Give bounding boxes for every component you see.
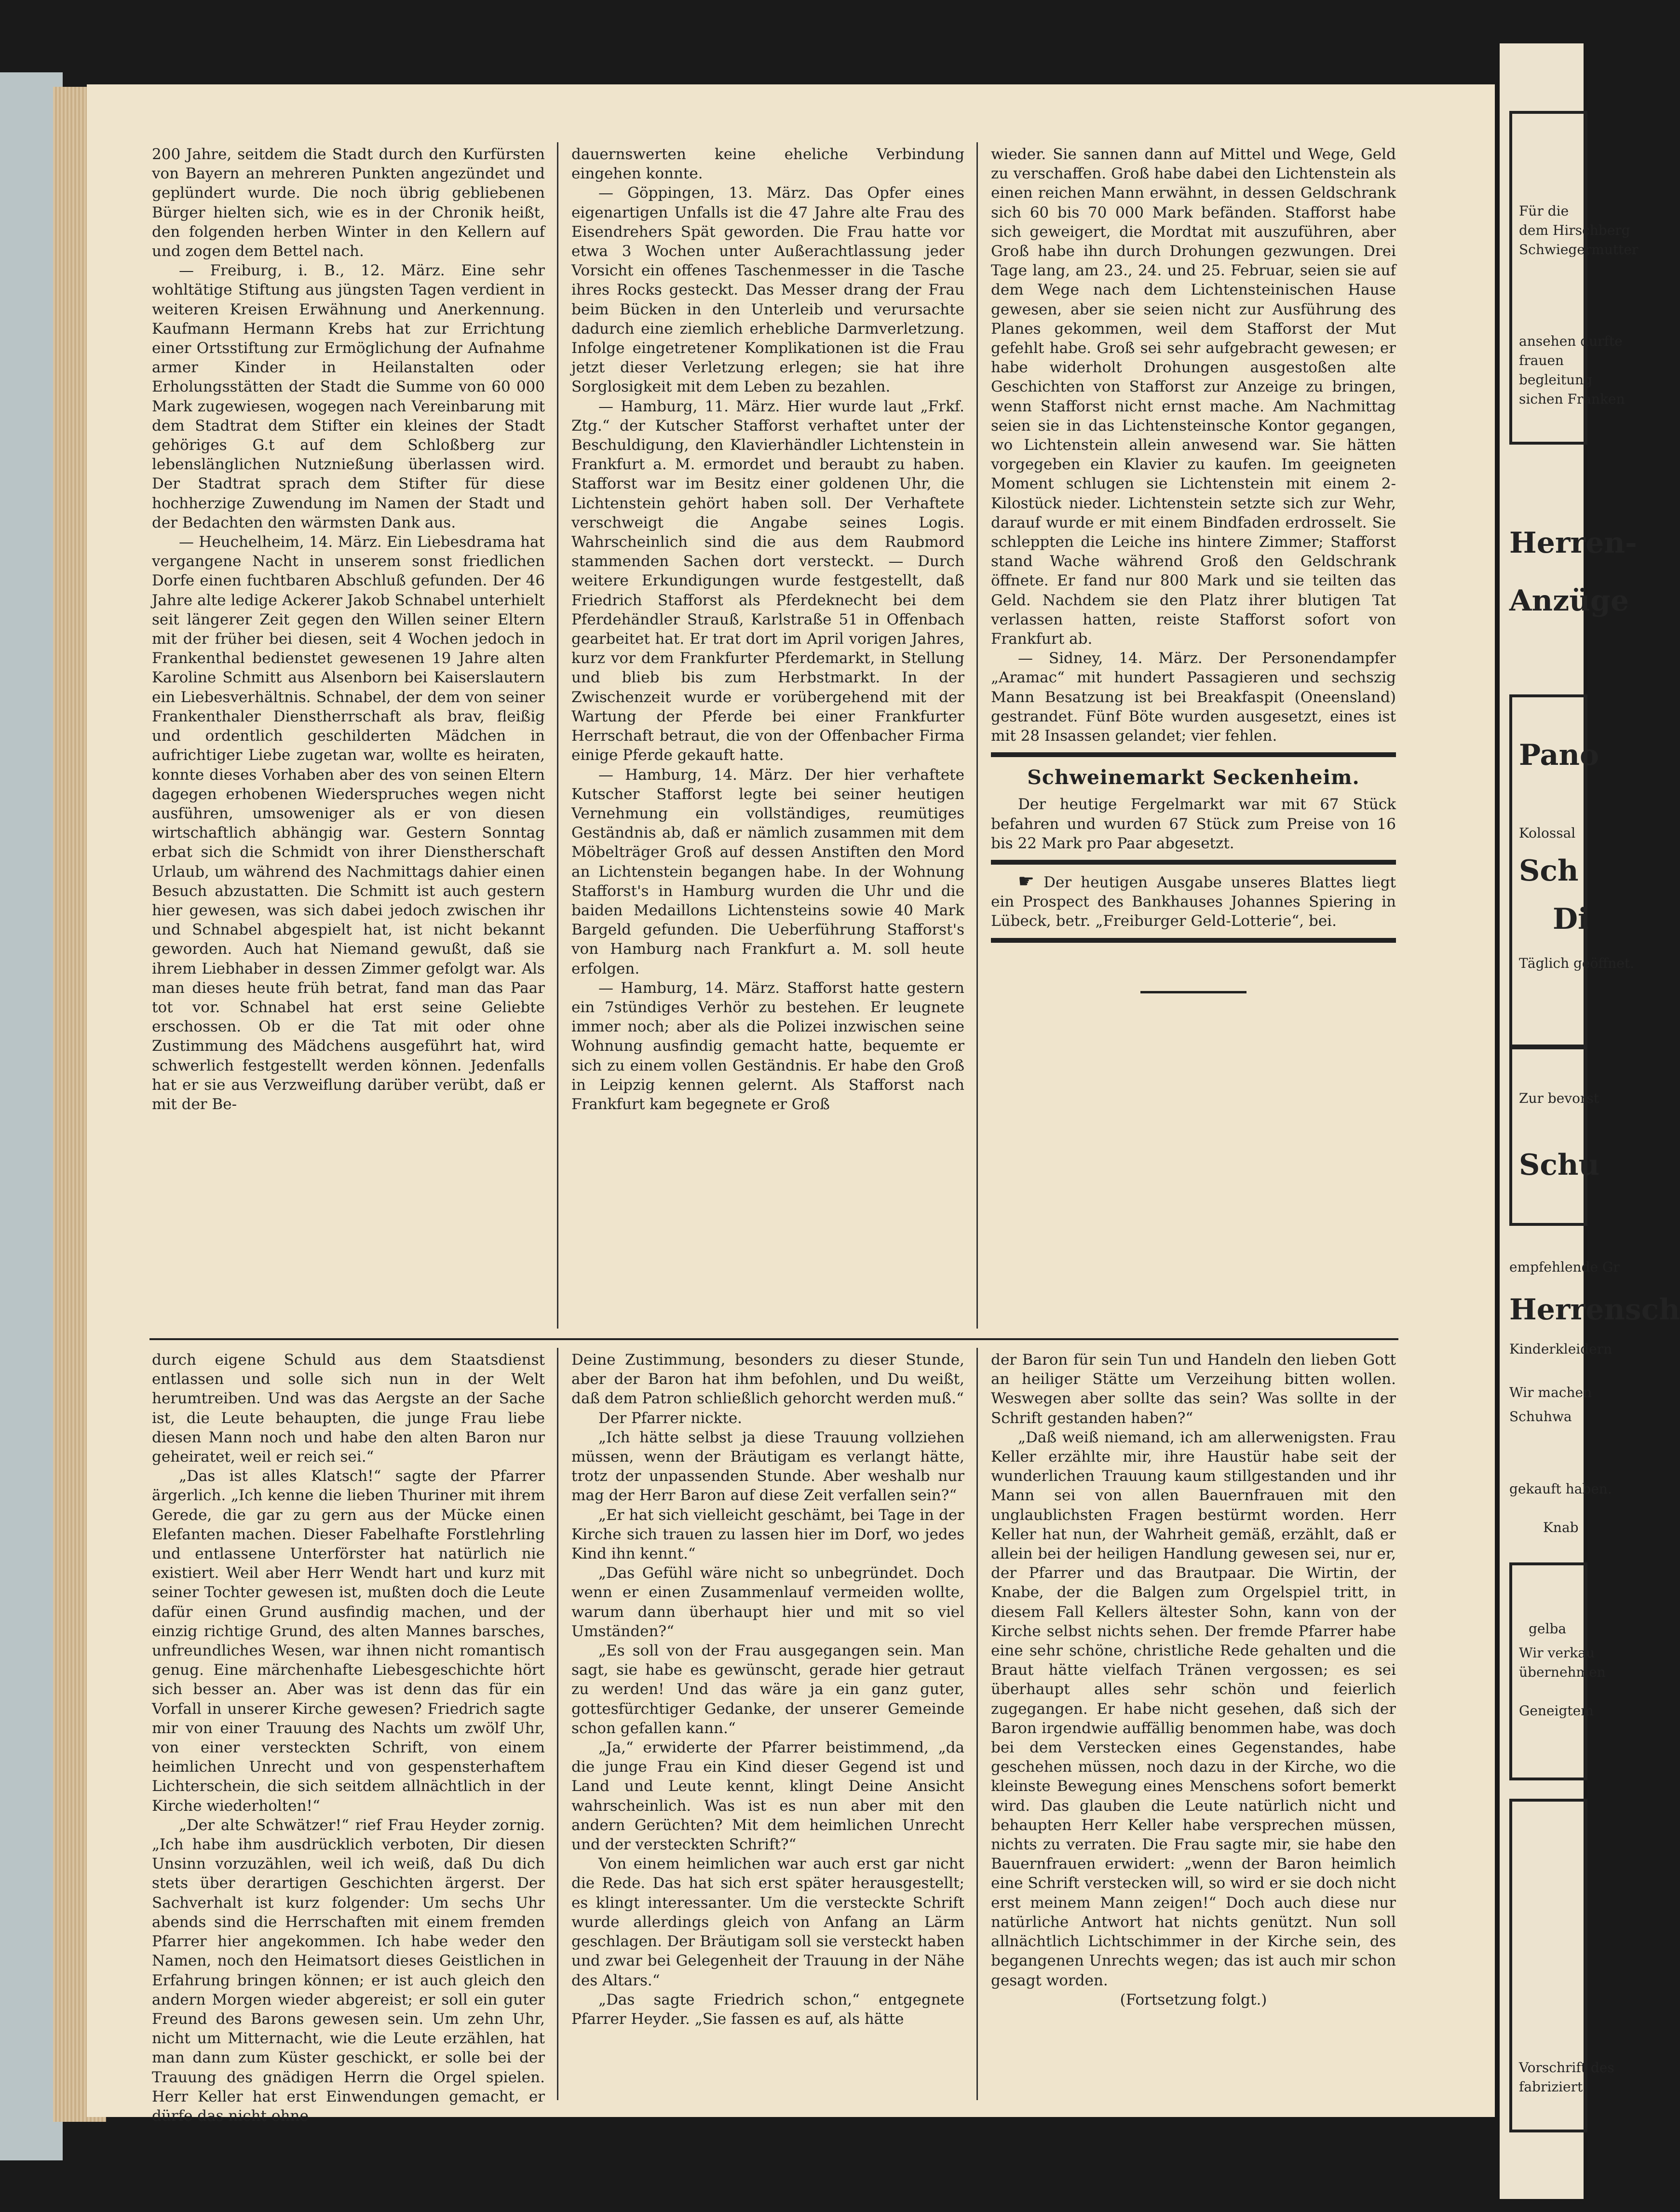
ad-text: gekauft haben. bbox=[1509, 1481, 1612, 1497]
ad-text: Vorschrift des bbox=[1519, 2060, 1614, 2076]
ad-text: Zur bevorst bbox=[1519, 1090, 1599, 1106]
column-2-bottom bbox=[571, 1350, 964, 2029]
article-hamburg-2: — Hamburg, 14. März. Der hier verhaftete Kutscher Stafforst legte bei seiner heutigen Vernehmung ein vollständiges, reumütiges Geständnis ab, daß er nämlich zusammen mit dem Möbelträger Groß auf dessen Anstiften den Mord an Lichtenstein begangen habe. In der Wohnung Stafforst's in Hamburg wurden die Uhr und die baiden Medaillons Lichtensteins sowie 40 Mark Bargeld gefunden. Die Ueberführung Stafforst's von Hamburg nach Frankfurt a. M. soll heute erfolgen. bbox=[571, 766, 964, 977]
ad-text: sichen Franken bbox=[1519, 391, 1625, 407]
article-freiburg: — Freiburg, i. B., 12. März. Eine sehr wohltätige Stiftung aus jüngsten Tagen verdient in weiteren Kreisen Erwähnung und Anerkennung. Kaufmann Hermann Krebs hat zur Errichtung einer Ortsstiftung zur Ermöglichung der Aufnahme armer Kinder in Heilanstalten oder Erholungsstätten der Stadt die Summe von 60 000 Mark zugewiesen, wogegen nach Vereinbarung mit dem Stadtrat dem Stifter ein kleines der Stadt gehöriges G.t auf dem Schloßberg zur lebenslänglichen Nutznießung überlassen wird. Der Stadtrat sprach dem Stifter für diese hochherzige Zuwendung im Namen der Stadt und der Bedachten den wärmsten Dank aus. bbox=[152, 262, 545, 531]
ad-headline: Pano bbox=[1519, 738, 1599, 772]
ad-text: Schwiegermutter bbox=[1519, 242, 1639, 258]
story-paragraph: „Daß weiß niemand, ich am allerwenigsten. Frau Keller erzählte mir, ihre Haustür habe seit der wunderlichen Trauung kaum stillgestanden und ihr Mann sei von allen Bauernfrauen mit den unglaublichsten Fragen bestürmt worden. Herr Keller hat nun, der Wahrheit gemäß, erzählt, daß er allein bei der heiligen Handlung gewesen sei, nur er, der Pfarrer und das Brautpaar. Die Wirtin, der Knabe, der die Balgen zum Orgelspiel tritt, in diesem Fall Kellers ältester Sohn, kann von der Kirche selbst nichts sehen. Der fremde Pfarrer habe eine sehr schöne, christliche Rede gehalten und die Braut hätte vielfach Tränen vergossen; es sei überhaupt alles sehr schön und feierlich zugegangen. Er habe nicht gesehen, daß sich der Baron irgendwie auffällig benommen habe, was doch bei dem Verstecken eines Gegenstandes, habe geschehen müssen, noch dazu in der Kirche, wo die kleinste Bewegung eines Menschens sofort bemerkt wird. Das glauben die Leute natürlich nicht und behaupten Herr Keller habe versprechen müssen, nichts zu verraten. Die Frau sagte mir, sie habe den Bauernfrauen erwidert: „wenn der Baron heimlich eine Schrift verstecken will, so wird er sie doch nicht erst meinem Mann zeigen!“ Doch auch diese nur natürliche Antwort hat nichts genützt. Nun soll allnächtlich Lichtschimmer in der Kirche sein, des begangenen Unrechts wegen; das ist auch mir schon gesagt worden. bbox=[991, 1428, 1396, 1989]
article-sidney: — Sidney, 14. März. Der Personendampfer „Aramac“ mit hundert Passagieren und sechszig Mann Besatzung ist bei Breakfaspit (Oneensland) gestrandet. Fünf Böte wurden ausgesetzt, eines ist mit 28 Insassen gelandet; vier fehlen. bbox=[991, 650, 1396, 745]
notice-text: Der heutigen Ausgabe unseres Blattes liegt ein Prospect des Bankhauses Johannes Spiering in Lübeck, betr. „Freiburger Geld-Lotterie“, bei. bbox=[991, 873, 1396, 930]
section-rule bbox=[991, 752, 1396, 757]
ad-headline: Herrensch bbox=[1509, 1293, 1680, 1327]
section-rule bbox=[991, 860, 1396, 865]
story-paragraph: Der Pfarrer nickte. bbox=[598, 1409, 743, 1427]
ad-text: Täglich geöffnet. bbox=[1519, 955, 1635, 971]
story-paragraph: „Das sagte Friedrich schon,“ entgegnete Pfarrer Heyder. „Sie fassen es auf, als hätte bbox=[571, 1991, 964, 2028]
ad-text: Wir verkau bbox=[1519, 1645, 1595, 1661]
ad-text: Kolossal bbox=[1519, 825, 1576, 841]
story-paragraph: „Das ist alles Klatsch!“ sagte der Pfarrer ärgerlich. „Ich kenne die lieben Thuriner mit ihrem Gerede, die gar zu gern aus der Mücke einen Elefanten machen. Dieser Fabelhafte Forstlehrling und entlassene Unterförster hat natürlich nie existiert. Weil aber Herr Wendt hart und kurz mit seiner Tochter gewesen ist, mußten doch die Leute dafür einen Grund ausfindig machen, und der einzig richtige Grund, des alten Mannes barsches, unfreundliches Wesen, war ihnen nicht romantisch genug. Eine märchenhafte Liebesgeschichte hört sich besser an. Aber was ist denn das für ein Vorfall in unserer Kirche gewesen? Friedrich sagte mir von einer Trauung des Nachts um zwölf Uhr, von einer versteckten Schrift, von einem heimlichen Unrecht und von gespensterhaftem Lichterschein, die sich seitdem allnächtlich in der Kirche wiederholten!“ bbox=[152, 1467, 545, 1815]
article-goeppingen: — Göppingen, 13. März. Das Opfer eines eigenartigen Unfalls ist die 47 Jahre alte Frau des Eisendrehers Spät geworden. Die Frau hatte vor etwa 3 Wochen unter Außerachtlassung jeder Vorsicht ein offenes Taschenmesser in die Tasche ihres Rocks gesteckt. Das Messer drang der Frau beim Bücken in den Unterleib und verursachte dadurch eine ziemlich erhebliche Darmverletzung. Infolge eingetretener Komplikationen ist die Frau jetzt dieser Verletzung erlegen; sie hat ihre Sorglosigkeit mit dem Leben zu bezahlen. bbox=[571, 184, 964, 396]
column-divider bbox=[976, 1348, 978, 2100]
column-3-top bbox=[991, 145, 1396, 993]
ad-text: gelba bbox=[1529, 1621, 1567, 1637]
column-2-top bbox=[571, 145, 964, 1114]
article-hamburg-1: — Hamburg, 11. März. Hier wurde laut „Frkf. Ztg.“ der Kutscher Stafforst verhaftet unter der Beschuldigung, den Klavierhändler Lichtenstein in Frankfurt a. M. ermordet und beraubt zu haben. Stafforst war im Besitz einer goldenen Uhr, die Lichtenstein gehört haben soll. Der Verhaftete verschweigt die Angabe seines Logis. Wahrscheinlich sind die aus dem Raubmord stammenden Sachen dort versteckt. — Durch weitere Erkundigungen wurde festgestellt, daß Friedrich Stafforst als Pferdeknecht bei dem Pferdehändler Strauß, Karlstraße 51 in Offenbach gearbeitet hat. Er trat dort im April vorigen Jahres, kurz vor dem Frankfurter Pferdemarkt, in Stellung und blieb bis zum Herbstmarkt. In der Zwischenzeit wurde er vorübergehend mit der Wartung der Pferde bei einer Frankfurter Herrschaft betraut, die von der Offenbacher Firma einige Pferde gekauft hatte. bbox=[571, 397, 964, 764]
story-paragraph: „Das Gefühl wäre nicht so unbegründet. Doch wenn er einen Zusammenlauf vermeiden wollte, warum dann überhaupt hier und mit so viel Umständen?“ bbox=[571, 1564, 964, 1640]
ad-text: übernehmen bbox=[1519, 1664, 1606, 1680]
ad-headline: Anzüge bbox=[1509, 584, 1629, 618]
ad-text: Kinderkleidern bbox=[1509, 1341, 1612, 1357]
story-paragraph: der Baron für sein Tun und Handeln den lieben Gott an heiliger Stätte um Verzeihung bitten wollen. Weswegen aber sollte das sein? Was sollte in der Schrift gestanden haben?“ bbox=[991, 1351, 1396, 1427]
ad-headline: Di bbox=[1553, 902, 1589, 936]
ad-headline: Schu bbox=[1519, 1148, 1600, 1182]
story-paragraph: „Er hat sich vielleicht geschämt, bei Tage in der Kirche sich trauen zu lassen hier im Dorf, wo jedes Kind ihn kennt.“ bbox=[571, 1506, 964, 1563]
column-divider bbox=[976, 142, 978, 1329]
ad-text: Wir machen bbox=[1509, 1384, 1592, 1400]
ad-frame bbox=[1509, 1046, 1587, 1226]
story-paragraph: Von einem heimlichen war auch erst gar nicht die Rede. Das hat sich erst später herausgestellt; es klingt interessanter. Um die versteckte Schrift wurde allerdings gleich von Anfang an Lärm geschlagen. Der Bräutigam soll sie versteckt haben und zwar bei Gelegenheit der Trauung in der Nähe des Altars.“ bbox=[571, 1855, 964, 1989]
pointing-hand-icon: ☛ bbox=[1018, 870, 1035, 892]
article-hamburg-3: — Hamburg, 14. März. Stafforst hatte gestern ein 7stündiges Verhör zu bestehen. Er leugnete immer noch; aber als die Polizei inzwischen seine Wohnung ausfindig gemacht hatte, bequemte er sich zu einem vollen Geständnis. Er habe den Groß in Leipzig kennen gelernt. Als Stafforst nach Frankfurt kam begegnete er Groß bbox=[571, 979, 964, 1113]
article-paragraph: wieder. Sie sannen dann auf Mittel und Wege, Geld zu verschaffen. Groß habe dabei den Lichtenstein als einen reichen Mann erwähnt, in dessen Geldschrank sich 60 bis 70 000 Mark befänden. Stafforst habe sich geweigert, die Mordtat mit auszuführen, aber Groß habe ihn durch Drohungen gezwungen. Drei Tage lang, am 23., 24. und 25. Februar, seien sie auf dem Wege nach dem Lichtensteinischen Hause gewesen, aber sie seien nicht zur Ausführung des Planes gekommen, weil dem Stafforst der Mut gefehlt habe. Groß sei sehr aufgebracht gewesen; er habe widerholt Drohungen ausgestoßen alte Geschichten von Stafforst zur Anzeige zu bringen, wenn Stafforst nicht ernst mache. Am Nachmittag seien sie in das Lichtensteinsche Kontor gegangen, wo Lichtenstein allein anwesend war. Sie hätten vorgegeben ein Klavier zu kaufen. Im geeigneten Moment schlugen sie Lichtenstein mit einem 2-Kilostück nieder. Lichtenstein setzte sich zur Wehr, darauf wurde er mit einem Bindfaden erdrosselt. Sie schleppten die Leiche ins hintere Zimmer; Stafforst stand Wache während Groß den Geldschrank öffnete. Er fand nur 800 Mark und sie teilten das Geld. Nachdem sie den Platz ihrer blutigen Tat verlassen hatten, reiste Stafforst sofort von Frankfurt ab. bbox=[991, 146, 1396, 648]
story-paragraph: „Es soll von der Frau ausgegangen sein. Man sagt, sie habe es gewünscht, gerade hier getraut zu werden! Und das wäre ja ein ganz guter, gottesfürchtiger Gedanke, der unserer Gemeinde schon gefallen kann.“ bbox=[571, 1642, 964, 1737]
ad-text: empfehlende Gr bbox=[1509, 1259, 1620, 1275]
neighbor-page bbox=[1500, 43, 1680, 2199]
column-divider bbox=[557, 142, 558, 1329]
ad-text: ansehen durfte bbox=[1519, 333, 1623, 349]
column-1-bottom bbox=[152, 1350, 545, 2126]
to-be-continued: (Fortsetzung folgt.) bbox=[1120, 1991, 1267, 2008]
ad-text: Für die bbox=[1519, 203, 1569, 219]
ad-headline: Sch bbox=[1519, 854, 1579, 888]
market-heading: Schweinemarkt Seckenheim. bbox=[1027, 766, 1360, 789]
market-report: Der heutige Fergelmarkt war mit 67 Stück befahren und wurden 67 Stück zum Preise von 16 bis 22 Mark pro Paar abgesetzt. bbox=[991, 796, 1396, 852]
article-paragraph: 200 Jahre, seitdem die Stadt durch den Kurfürsten von Bayern an mehreren Punkten angezündet und geplündert wurde. Die noch übrig gebliebenen Bürger hielten sich, wie es in der Chronik heißt, den folgenden herben Winter in den Kellern auf und zogen dem Bettel nach. bbox=[152, 146, 545, 260]
ad-text: frauen bbox=[1519, 353, 1564, 368]
ad-text: dem Hirschberg bbox=[1519, 222, 1630, 238]
story-paragraph: „Der alte Schwätzer!“ rief Frau Heyder zornig. „Ich habe ihm ausdrücklich verboten, Dir diesen Unsinn vorzuzählen, weil ich weiß, daß Du dich stets über derartigen Geschichten ärgerst. Der Sachverhalt ist kurz folgender: Um sechs Uhr abends sind die Herrschaften mit einem fremden Pfarrer hier angekommen. Ich habe weder den Namen, noch den Heimatsort dieses Geistlichen in Erfahrung bringen können; er ist auch gleich den andern Morgen wieder abgereist; er soll ein guter Freund des Barons gewesen sein. Um zehn Uhr, nicht um Mitternacht, wie die Leute erzählen, hat man dann zum Küster geschickt, er solle bei der Trauung des gnädigen Herrn die Orgel spielen. Herr Keller hat erst Einwendungen gemacht, er dürfe das nicht ohne bbox=[152, 1816, 545, 2125]
supplement-notice bbox=[991, 871, 1396, 931]
ad-text: begleitung bbox=[1519, 372, 1593, 388]
newspaper-page bbox=[87, 84, 1495, 2125]
story-paragraph: durch eigene Schuld aus dem Staatsdienst entlassen und solle sich nun in der Welt herumtreiben. Und was das Aergste an der Sache ist, die Leute behaupten, die junge Frau liebe diesen Mann noch und habe den alten Baron nur geheiratet, weil er reich sei.“ bbox=[152, 1351, 545, 1466]
ad-text: fabriziert. bbox=[1519, 2079, 1587, 2095]
ad-text: Knab bbox=[1543, 1520, 1579, 1535]
section-rule bbox=[991, 938, 1396, 943]
story-paragraph: „Ich hätte selbst ja diese Trauung vollziehen müssen, wenn der Bräutigam es verlangt hätte, trotz der unpassenden Stunde. Aber weshalb nur mag der Herr Baron auf diese Zeit verfallen sein?“ bbox=[571, 1428, 964, 1505]
column-1-top bbox=[152, 145, 545, 1114]
column-divider bbox=[557, 1348, 558, 2100]
ad-text: Schuhwa bbox=[1509, 1409, 1572, 1425]
ad-text: Geneigtem bbox=[1519, 1703, 1594, 1719]
story-paragraph: „Ja,“ erwiderte der Pfarrer beistimmend, „da die junge Frau ein Kind dieser Gegend ist und Land und Leute kennt, klingt Deine Ansicht wahrscheinlich. Was ist es nun aber mit den andern Gerüchten? Mit dem heimlichen Unrecht und der versteckten Schrift?“ bbox=[571, 1739, 964, 1854]
article-paragraph: dauernswerten keine eheliche Verbindung eingehen konnte. bbox=[571, 146, 964, 183]
short-rule bbox=[1140, 991, 1246, 993]
story-paragraph: Deine Zustimmung, besonders zu dieser Stunde, aber der Baron hat ihm befohlen, und Du weißt, daß dem Patron schließlich gehorcht werden muß.“ bbox=[571, 1351, 964, 1408]
feuilleton-divider bbox=[149, 1338, 1398, 1340]
column-3-bottom bbox=[991, 1350, 1396, 2009]
ad-headline: Herren- bbox=[1509, 526, 1637, 560]
article-heuchelheim: — Heuchelheim, 14. März. Ein Liebesdrama hat vergangene Nacht in unserem sonst friedlichen Dorfe einen fuchtbaren Abschluß gefunden. Der 46 Jahre alte ledige Ackerer Jakob Schnabel unterhielt seit längerer Zeit gegen den Willen seiner Eltern mit der früher bei diesen, seit 4 Wochen jedoch in Frankenthal bedienstet gewesenen 19 Jahre alten Karoline Schmitt aus Alsenborn bei Kaiserslautern ein Liebesverhältnis. Schnabel, der dem von seiner Frankenthaler Dienstherrschaft als brav, fleißig und ordentlich geschilderten Mädchen in aufrichtiger Liebe zugetan war, wollte es heiraten, konnte dieses Vorhaben aber des von seinen Eltern dagegen erhobenen Wiederspruches wegen nicht ausführen, umsoweniger als er von diesen wirtschaftlich abhängig war. Gestern Sonntag erbat sich die Schmidt von ihrer Dienstherschaft Urlaub, um während des Nachmittags dahier einen Besuch abzustatten. Die Schmitt ist auch gestern hier gewesen, was sich dabei jedoch zwischen ihr und Schnabel abgespielt hat, ist nicht bekannt geworden. Auch hat Niemand gewußt, daß sie ihrem Liebhaber in dessen Zimmer gefolgt war. Als man dieses heute früh betrat, fand man das Paar tot vor. Schnabel hat erst seine Geliebte erschossen. Ob er die Tat mit oder ohne Zustimmung des Mädchens ausgeführt hat, wird schwerlich festgestellt werden können. Jedenfalls hat er sie aus Verzweiflung darüber verübt, daß er mit der Be- bbox=[152, 533, 545, 1113]
